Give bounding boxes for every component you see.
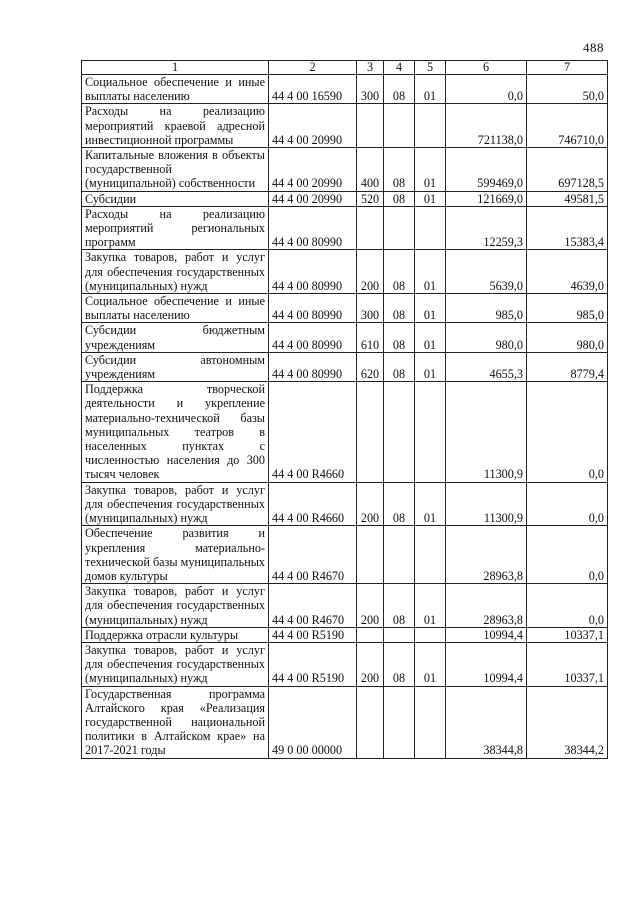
row-amount-year1: 11300,9 bbox=[446, 382, 527, 482]
row-section: 08 bbox=[384, 75, 415, 104]
row-expense-type bbox=[357, 382, 384, 482]
row-name: Расходы на реализацию мероприятий региональных программ bbox=[82, 206, 269, 250]
row-amount-year1: 721138,0 bbox=[446, 104, 527, 148]
col-header-code: 2 bbox=[269, 61, 357, 75]
row-subsection: 01 bbox=[415, 191, 446, 206]
col-header-year1: 6 bbox=[446, 61, 527, 75]
table-row bbox=[82, 191, 608, 206]
row-amount-year1: 38344,8 bbox=[446, 686, 527, 758]
row-code: 44 4 00 16590 bbox=[269, 75, 357, 104]
row-subsection: 01 bbox=[415, 75, 446, 104]
table-row bbox=[82, 584, 608, 628]
row-name: Субсидии bbox=[82, 191, 269, 206]
row-subsection: 01 bbox=[415, 148, 446, 192]
row-subsection bbox=[415, 206, 446, 250]
row-amount-year2: 8779,4 bbox=[527, 352, 608, 381]
row-name: Поддержка творческой деятельности и укрепление материально-технической базы муниципальных театров в населенных пунктах с численностью населения до 300 тысяч человек bbox=[82, 382, 269, 482]
row-section: 08 bbox=[384, 482, 415, 526]
row-expense-type: 200 bbox=[357, 250, 384, 294]
row-section bbox=[384, 206, 415, 250]
row-code: 44 4 00 R4660 bbox=[269, 482, 357, 526]
row-code: 44 4 00 R4670 bbox=[269, 526, 357, 584]
row-section bbox=[384, 627, 415, 642]
row-name: Закупка товаров, работ и услуг для обеспечения государственных (муниципальных) нужд bbox=[82, 482, 269, 526]
table-row bbox=[82, 250, 608, 294]
row-amount-year1: 11300,9 bbox=[446, 482, 527, 526]
row-subsection: 01 bbox=[415, 250, 446, 294]
row-amount-year2: 49581,5 bbox=[527, 191, 608, 206]
row-name: Закупка товаров, работ и услуг для обеспечения государственных (муниципальных) нужд bbox=[82, 584, 269, 628]
row-section bbox=[384, 686, 415, 758]
row-amount-year2: 697128,5 bbox=[527, 148, 608, 192]
row-name: Капитальные вложения в объекты государственной (муниципальной) собственности bbox=[82, 148, 269, 192]
row-expense-type: 200 bbox=[357, 482, 384, 526]
table-row bbox=[82, 148, 608, 192]
row-amount-year2: 0,0 bbox=[527, 526, 608, 584]
row-expense-type bbox=[357, 206, 384, 250]
table-row bbox=[82, 627, 608, 642]
row-subsection bbox=[415, 382, 446, 482]
row-subsection: 01 bbox=[415, 294, 446, 323]
row-amount-year2: 0,0 bbox=[527, 482, 608, 526]
row-expense-type bbox=[357, 627, 384, 642]
row-code: 44 4 00 80990 bbox=[269, 294, 357, 323]
row-subsection bbox=[415, 627, 446, 642]
row-amount-year2: 0,0 bbox=[527, 382, 608, 482]
header-row bbox=[82, 61, 608, 75]
row-amount-year1: 985,0 bbox=[446, 294, 527, 323]
row-name: Расходы на реализацию мероприятий краевой адресной инвестиционной программы bbox=[82, 104, 269, 148]
row-section: 08 bbox=[384, 294, 415, 323]
row-subsection bbox=[415, 104, 446, 148]
table-row bbox=[82, 294, 608, 323]
row-expense-type: 200 bbox=[357, 584, 384, 628]
row-amount-year1: 12259,3 bbox=[446, 206, 527, 250]
row-amount-year1: 5639,0 bbox=[446, 250, 527, 294]
row-amount-year2: 985,0 bbox=[527, 294, 608, 323]
row-amount-year2: 10337,1 bbox=[527, 627, 608, 642]
row-section bbox=[384, 104, 415, 148]
row-code: 44 4 00 80990 bbox=[269, 206, 357, 250]
row-subsection bbox=[415, 526, 446, 584]
row-amount-year1: 28963,8 bbox=[446, 526, 527, 584]
row-subsection: 01 bbox=[415, 352, 446, 381]
row-expense-type: 300 bbox=[357, 75, 384, 104]
col-header-name: 1 bbox=[82, 61, 269, 75]
row-expense-type: 610 bbox=[357, 323, 384, 352]
row-expense-type: 300 bbox=[357, 294, 384, 323]
table-row bbox=[82, 642, 608, 686]
row-subsection: 01 bbox=[415, 323, 446, 352]
row-section: 08 bbox=[384, 642, 415, 686]
table-row bbox=[82, 686, 608, 758]
row-name: Поддержка отрасли культуры bbox=[82, 627, 269, 642]
row-section: 08 bbox=[384, 148, 415, 192]
row-expense-type: 620 bbox=[357, 352, 384, 381]
table-row bbox=[82, 352, 608, 381]
row-amount-year1: 10994,4 bbox=[446, 642, 527, 686]
row-amount-year2: 10337,1 bbox=[527, 642, 608, 686]
row-section: 08 bbox=[384, 323, 415, 352]
row-section: 08 bbox=[384, 250, 415, 294]
page-number: 488 bbox=[583, 40, 604, 55]
col-header-vr: 3 bbox=[357, 61, 384, 75]
table-row bbox=[82, 526, 608, 584]
row-amount-year1: 28963,8 bbox=[446, 584, 527, 628]
row-code: 44 4 00 20990 bbox=[269, 104, 357, 148]
row-name: Социальное обеспечение и иные выплаты населению bbox=[82, 294, 269, 323]
row-code: 44 4 00 R5190 bbox=[269, 627, 357, 642]
row-code: 44 4 00 20990 bbox=[269, 148, 357, 192]
row-amount-year2: 980,0 bbox=[527, 323, 608, 352]
col-header-pr: 5 bbox=[415, 61, 446, 75]
table-row bbox=[82, 382, 608, 482]
row-code: 44 4 00 80990 bbox=[269, 250, 357, 294]
row-code: 44 4 00 R4660 bbox=[269, 382, 357, 482]
table-row bbox=[82, 323, 608, 352]
row-amount-year2: 4639,0 bbox=[527, 250, 608, 294]
row-subsection bbox=[415, 686, 446, 758]
table-row bbox=[82, 482, 608, 526]
row-section bbox=[384, 526, 415, 584]
table-row bbox=[82, 206, 608, 250]
row-expense-type bbox=[357, 526, 384, 584]
row-expense-type: 400 bbox=[357, 148, 384, 192]
row-amount-year1: 4655,3 bbox=[446, 352, 527, 381]
row-amount-year2: 746710,0 bbox=[527, 104, 608, 148]
row-code: 44 4 00 80990 bbox=[269, 352, 357, 381]
row-code: 49 0 00 00000 bbox=[269, 686, 357, 758]
row-expense-type: 520 bbox=[357, 191, 384, 206]
row-section: 08 bbox=[384, 191, 415, 206]
row-name: Социальное обеспечение и иные выплаты населению bbox=[82, 75, 269, 104]
row-name: Субсидии автономным учреждениям bbox=[82, 352, 269, 381]
col-header-year2: 7 bbox=[527, 61, 608, 75]
row-code: 44 4 00 80990 bbox=[269, 323, 357, 352]
row-section: 08 bbox=[384, 352, 415, 381]
row-amount-year2: 15383,4 bbox=[527, 206, 608, 250]
row-section bbox=[384, 382, 415, 482]
row-amount-year1: 10994,4 bbox=[446, 627, 527, 642]
row-code: 44 4 00 20990 bbox=[269, 191, 357, 206]
row-subsection: 01 bbox=[415, 584, 446, 628]
row-name: Государственная программа Алтайского края «Реализация государственной национальной политики в Алтайском крае» на 2017-2021 годы bbox=[82, 686, 269, 758]
row-amount-year2: 38344,2 bbox=[527, 686, 608, 758]
row-amount-year1: 599469,0 bbox=[446, 148, 527, 192]
table-row bbox=[82, 75, 608, 104]
row-amount-year2: 50,0 bbox=[527, 75, 608, 104]
row-subsection: 01 bbox=[415, 642, 446, 686]
row-code: 44 4 00 R5190 bbox=[269, 642, 357, 686]
row-subsection: 01 bbox=[415, 482, 446, 526]
row-amount-year1: 121669,0 bbox=[446, 191, 527, 206]
row-code: 44 4 00 R4670 bbox=[269, 584, 357, 628]
col-header-rz: 4 bbox=[384, 61, 415, 75]
row-amount-year2: 0,0 bbox=[527, 584, 608, 628]
row-amount-year1: 0,0 bbox=[446, 75, 527, 104]
budget-table bbox=[81, 60, 608, 759]
row-section: 08 bbox=[384, 584, 415, 628]
row-expense-type: 200 bbox=[357, 642, 384, 686]
row-amount-year1: 980,0 bbox=[446, 323, 527, 352]
row-name: Обеспечение развития и укрепления материально-технической базы муниципальных домов культуры bbox=[82, 526, 269, 584]
row-expense-type bbox=[357, 686, 384, 758]
table-row bbox=[82, 104, 608, 148]
row-expense-type bbox=[357, 104, 384, 148]
row-name: Субсидии бюджетным учреждениям bbox=[82, 323, 269, 352]
row-name: Закупка товаров, работ и услуг для обеспечения государственных (муниципальных) нужд bbox=[82, 250, 269, 294]
row-name: Закупка товаров, работ и услуг для обеспечения государственных (муниципальных) нужд bbox=[82, 642, 269, 686]
